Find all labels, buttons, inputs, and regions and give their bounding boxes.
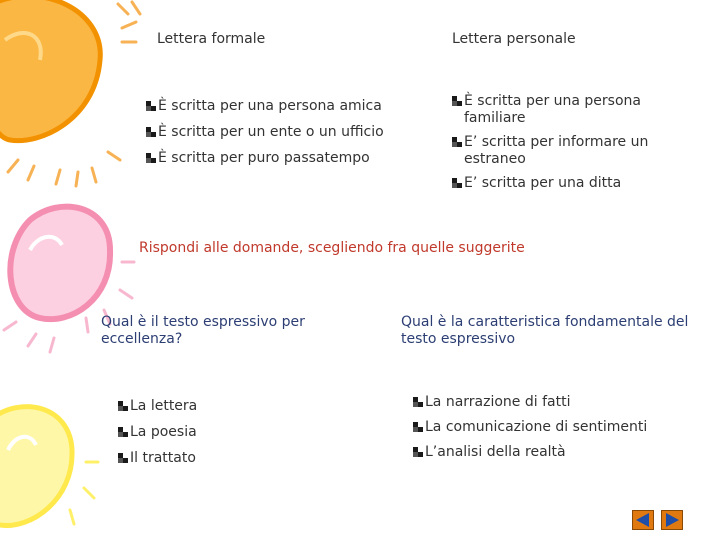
option-label: La lettera	[130, 398, 198, 414]
next-button[interactable]	[661, 510, 683, 530]
option-label: La narrazione di fatti	[425, 394, 571, 410]
option-item[interactable]	[413, 444, 693, 461]
option-item[interactable]	[413, 394, 693, 411]
option-label: La poesia	[130, 424, 197, 440]
left-item-1: È scritta per una persona amica	[158, 98, 382, 114]
right-column-title: Lettera personale	[452, 31, 576, 47]
right-item-3: E’ scritta per una ditta	[464, 175, 622, 191]
checkbox-bullet-icon	[146, 101, 156, 111]
checkbox-bullet-icon	[413, 397, 423, 407]
checkbox-bullet-icon	[118, 401, 128, 411]
checkbox-bullet-icon	[413, 422, 423, 432]
list-item	[452, 93, 667, 127]
option-item[interactable]	[118, 398, 318, 415]
checkbox-bullet-icon	[452, 178, 462, 188]
option-item[interactable]	[118, 450, 318, 467]
option-item[interactable]	[413, 419, 693, 436]
option-label: L’analisi della realtà	[425, 444, 566, 460]
checkbox-bullet-icon	[146, 127, 156, 137]
checkbox-bullet-icon	[118, 427, 128, 437]
right-list	[452, 93, 667, 192]
left-list	[146, 98, 396, 167]
orange-balloon-icon	[0, 0, 140, 186]
checkbox-bullet-icon	[452, 96, 462, 106]
checkbox-bullet-icon	[118, 453, 128, 463]
list-item	[452, 134, 667, 168]
right-item-1: È scritta per una persona familiare	[464, 93, 641, 126]
left-item-2: È scritta per un ente o un ufficio	[158, 124, 384, 140]
list-item	[146, 98, 396, 115]
checkbox-bullet-icon	[146, 153, 156, 163]
question-1: Qual è il testo espressivo per eccellenza?	[101, 314, 305, 347]
triangle-right-icon	[662, 511, 682, 529]
checkbox-bullet-icon	[452, 137, 462, 147]
list-item	[146, 124, 396, 141]
list-item	[146, 150, 396, 167]
triangle-left-icon	[633, 511, 653, 529]
checkbox-bullet-icon	[413, 447, 423, 457]
instruction-text: Rispondi alle domande, scegliendo fra quelle suggerite	[139, 240, 525, 256]
left-item-3: È scritta per puro passatempo	[158, 150, 370, 166]
option-item[interactable]	[118, 424, 318, 441]
question-2-options	[413, 394, 693, 461]
right-item-2: E’ scritta per informare un estraneo	[464, 134, 649, 167]
question-1-options	[118, 398, 318, 467]
option-label: Il trattato	[130, 450, 196, 466]
left-column-title: Lettera formale	[157, 31, 266, 47]
previous-button[interactable]	[632, 510, 654, 530]
yellow-balloon-icon	[0, 407, 98, 526]
list-item	[452, 175, 667, 192]
question-2: Qual è la caratteristica fondamentale del testo espressivo	[401, 314, 689, 347]
option-label: La comunicazione di sentimenti	[425, 419, 648, 435]
